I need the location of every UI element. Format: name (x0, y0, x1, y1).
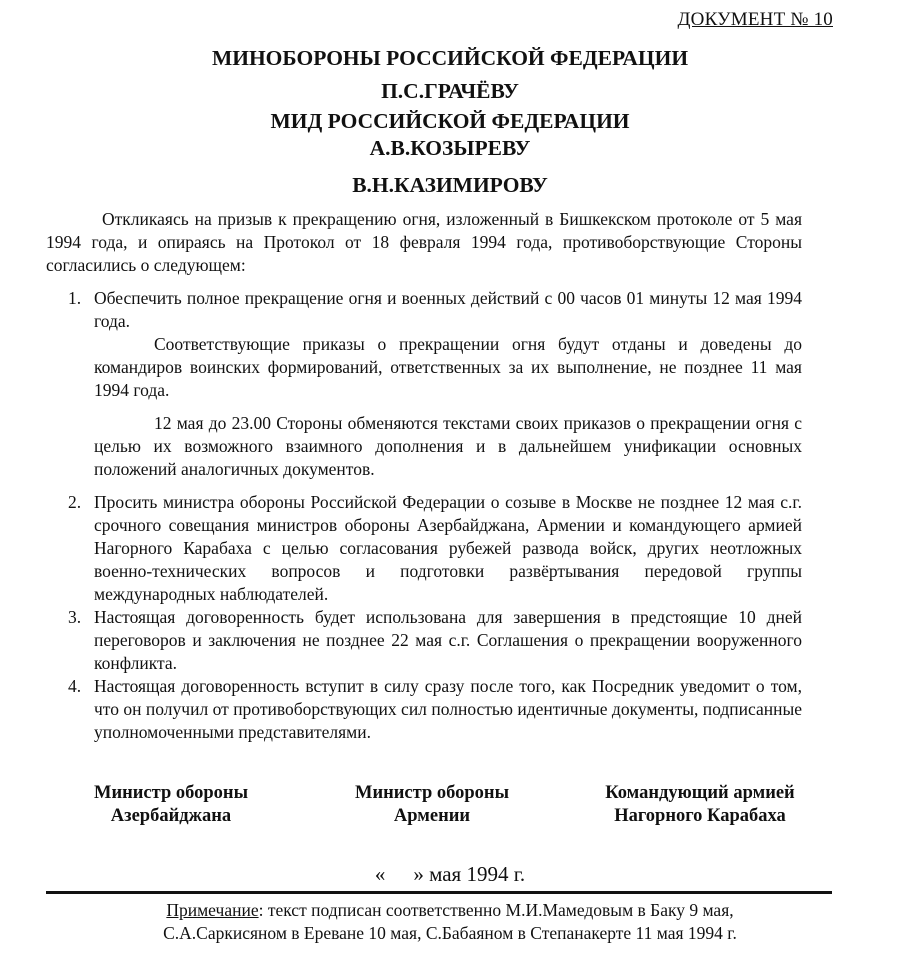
signing-date (0, 863, 900, 886)
addressee-grachev: П.С.ГРАЧЁВУ (381, 79, 519, 103)
item-text: Просить министра обороны Российской Федерации о созыве в Москве не позднее 12 мая с.г. срочного совещания министров обороны Азербайджана, Армении и командующего армией Нагорного Карабаха с целью согласования рубежей развода войск, других неотложных военно-технических вопросов и подготовки развёртывания передовой группы международных наблюдателей. (94, 492, 802, 604)
date-close-quote: » (413, 862, 424, 886)
addressee-ministry-of-foreign-affairs: МИД РОССИЙСКОЙ ФЕДЕРАЦИИ (270, 109, 630, 133)
addressee-ministry-of-defense: МИНОБОРОНЫ РОССИЙСКОЙ ФЕДЕРАЦИИ (211, 46, 689, 70)
list-item (68, 491, 802, 606)
footnote (60, 899, 840, 945)
list-item (68, 287, 802, 333)
footnote-line2: С.А.Саркисяном в Ереване 10 мая, С.Бабаяном в Степанакерте 11 мая 1994 г. (163, 923, 737, 943)
item-subparagraph: 12 мая до 23.00 Стороны обменяются текстами своих приказов о прекращении огня с целью их возможного взаимного дополнения и в дальнейшем унификации основных положений аналогичных документов. (94, 413, 802, 479)
footnote-line1: : текст подписан соответственно М.И.Мамедовым в Баку 9 мая, (258, 900, 734, 920)
document-number: ДОКУМЕНТ № 10 (677, 9, 833, 30)
signatory-country: Нагорного Карабаха (614, 806, 786, 826)
signatory-armenia (332, 782, 532, 828)
addressee-kozyrev: А.В.КОЗЫРЕВУ (369, 136, 531, 160)
item-number: 1. (68, 288, 82, 308)
signatory-azerbaijan (71, 782, 271, 828)
item-text: Настоящая договоренность будет использована для завершения в предстоящие 10 дней переговоров и заключения не позднее 22 мая с.г. Соглашения о прекращении вооруженного конфликта. (94, 607, 802, 673)
item-text: Настоящая договоренность вступит в силу сразу после того, как Посредник уведомит о том, что он получил от противоборствующих сил полностью идентичные документы, подписанные уполномоченными представителями. (94, 676, 802, 742)
item-number: 3. (68, 607, 82, 627)
item-text: Обеспечить полное прекращение огня и военных действий с 00 часов 01 минуты 12 мая 1994 года. (94, 288, 802, 331)
item-number: 4. (68, 676, 82, 696)
signatory-title: Командующий армией (605, 783, 795, 803)
list-item (68, 606, 802, 675)
footnote-divider (46, 891, 832, 894)
signatory-country: Азербайджана (110, 806, 232, 826)
item-subparagraph: Соответствующие приказы о прекращении огня будут отданы и доведены до командиров воинских формирований, ответственных за их выполнение, не позднее 11 мая 1994 года. (94, 334, 802, 400)
intro-paragraph: Откликаясь на призыв к прекращению огня, изложенный в Бишкекском протоколе от 5 мая 1994 года, и опираясь на Протокол от 18 февраля 1994 года, противоборствующие Стороны согласились о следующем: (46, 209, 802, 275)
footnote-label: Примечание (166, 900, 259, 920)
signatory-country: Армении (393, 806, 471, 826)
item-number: 2. (68, 492, 82, 512)
signatory-title: Министр обороны (93, 783, 249, 803)
date-open-quote: « (374, 862, 386, 886)
signatory-title: Министр обороны (354, 783, 510, 803)
list-item (68, 675, 802, 744)
date-month-year: мая 1994 г. (429, 862, 526, 886)
signatory-karabakh (585, 782, 815, 828)
addressee-kazimirov: В.Н.КАЗИМИРОВУ (352, 173, 548, 197)
